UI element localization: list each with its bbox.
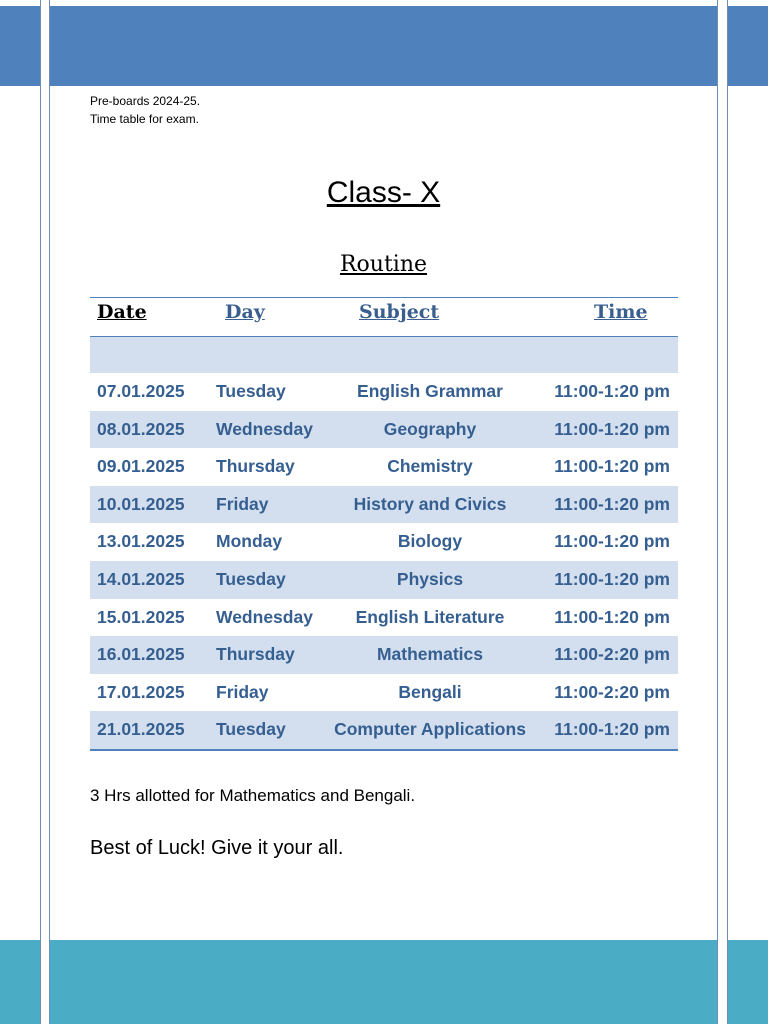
cell-day: Friday xyxy=(216,493,269,514)
table-header-row xyxy=(90,297,678,337)
cell-day: Wednesday xyxy=(216,418,313,439)
cell-date: 07.01.2025 xyxy=(97,381,185,401)
cell-time: 11:00-1:20 pm xyxy=(554,493,670,514)
header-day: Day xyxy=(225,301,265,323)
cell-date: 15.01.2025 xyxy=(97,606,185,627)
cell-subject: Chemistry xyxy=(387,456,473,477)
cell-time: 11:00-2:20 pm xyxy=(554,644,670,665)
cell-subject: Biology xyxy=(397,531,463,552)
cell-day: Thursday xyxy=(216,644,295,665)
header-time: Time xyxy=(594,301,648,323)
cell-day: Tuesday xyxy=(216,568,286,589)
cell-time: 11:00-1:20 pm xyxy=(554,531,670,552)
table-row xyxy=(90,373,678,411)
cell-time: 11:00-2:20 pm xyxy=(554,681,670,702)
left-footer-band xyxy=(0,940,40,1024)
cell-subject: Mathematics xyxy=(376,644,483,665)
cell-date: 14.01.2025 xyxy=(97,568,185,589)
cell-date: 16.01.2025 xyxy=(97,644,185,665)
cell-time: 11:00-1:20 pm xyxy=(554,456,670,477)
document-page xyxy=(49,0,718,1024)
right-page-edge xyxy=(727,0,728,1024)
table-row xyxy=(90,448,678,486)
cell-date: 10.01.2025 xyxy=(97,493,185,514)
page-subtitle: Routine xyxy=(339,252,428,277)
cell-date: 13.01.2025 xyxy=(97,531,185,552)
cell-date: 21.01.2025 xyxy=(97,719,185,740)
cell-time: 11:00-1:20 pm xyxy=(554,606,670,627)
table-row xyxy=(90,411,678,449)
header-line-preboards: Pre-boards 2024-25. xyxy=(90,94,201,108)
header-subject: Subject xyxy=(359,301,440,323)
right-header-band xyxy=(728,6,768,86)
left-header-band xyxy=(0,6,40,86)
table-body xyxy=(90,373,678,749)
table-row xyxy=(90,486,678,524)
cell-day: Tuesday xyxy=(216,381,286,401)
cell-date: 09.01.2025 xyxy=(97,456,185,477)
cell-subject: History and Civics xyxy=(353,493,507,514)
cell-time: 11:00-1:20 pm xyxy=(554,719,670,740)
table-row xyxy=(90,711,678,749)
table-row xyxy=(90,636,678,674)
cell-time: 11:00-1:20 pm xyxy=(554,418,670,439)
closing-message: Best of Luck! Give it your all. xyxy=(90,837,344,859)
cell-date: 17.01.2025 xyxy=(97,681,185,702)
table-row xyxy=(90,599,678,637)
right-footer-band xyxy=(728,940,768,1024)
footer-band xyxy=(50,940,717,1024)
page-title: Class- X xyxy=(326,176,441,209)
cell-day: Wednesday xyxy=(216,606,313,627)
table-bottom-border xyxy=(90,749,678,751)
cell-day: Friday xyxy=(216,681,269,702)
duration-note: 3 Hrs allotted for Mathematics and Bengali. xyxy=(90,786,416,805)
cell-day: Monday xyxy=(216,531,283,552)
routine-table xyxy=(90,297,678,751)
cell-time: 11:00-1:20 pm xyxy=(554,568,670,589)
cell-subject: Bengali xyxy=(398,681,462,702)
table-row xyxy=(90,674,678,712)
cell-time: 11:00-1:20 pm xyxy=(554,381,670,401)
cell-date: 08.01.2025 xyxy=(97,418,185,439)
cell-day: Tuesday xyxy=(216,719,286,740)
cell-subject: Geography xyxy=(383,418,477,439)
header-band xyxy=(50,6,717,86)
table-row xyxy=(90,523,678,561)
cell-day: Thursday xyxy=(216,456,295,477)
header-line-timetable: Time table for exam. xyxy=(90,112,199,126)
table-row xyxy=(90,561,678,599)
cell-subject: English Literature xyxy=(355,606,505,627)
header-date: Date xyxy=(97,301,147,323)
left-page-edge xyxy=(40,0,41,1024)
cell-subject: Computer Applications xyxy=(334,719,526,740)
cell-subject: Physics xyxy=(396,568,464,589)
table-spacer-row xyxy=(90,337,678,373)
cell-subject: English Grammar xyxy=(357,381,503,401)
